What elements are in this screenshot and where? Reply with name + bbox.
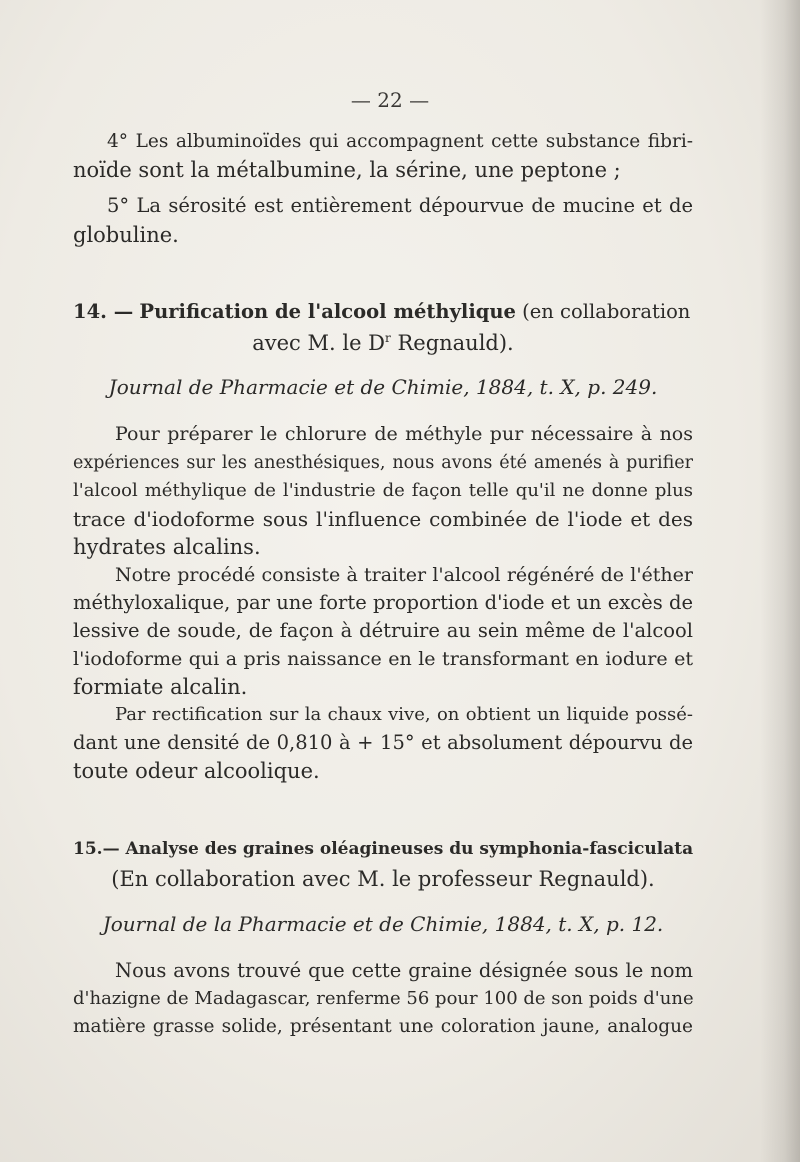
- section-15-collab: (En collaboration avec M. le professeur Regnauld).: [111, 867, 655, 891]
- intro-line-4: globuline.: [73, 223, 179, 247]
- s14-line-13: toute odeur alcoolique.: [73, 759, 320, 783]
- section-14-title: Purification de l'alcool méthylique: [139, 300, 516, 323]
- intro-line-2: noïde sont la métalbumine, la sérine, une peptone ;: [73, 158, 621, 182]
- s15-line-3: matière grasse solide, présentant une coloration jaune, analogue: [73, 1016, 693, 1037]
- s14-line-7: méthyloxalique, par une forte proportion d'iode et un excès de: [73, 591, 693, 614]
- s14-line-11: Par rectification sur la chaux vive, on obtient un liquide possé-: [115, 704, 693, 725]
- section-15-heading: 15.— Analyse des graines oléagineuses du symphonia-fasciculata: [73, 839, 694, 859]
- s14-line-10: formiate alcalin.: [73, 675, 248, 699]
- s14-line-8: lessive de soude, de façon à détruire au sein même de l'alcool: [73, 619, 693, 642]
- s14-line-1: Pour préparer le chlorure de méthyle pur nécessaire à nos: [115, 423, 693, 445]
- section-14-collab-sup: r: [385, 331, 391, 345]
- section-15-journal: Journal de la Pharmacie et de Chimie, 1884, t. X, p. 12.: [102, 912, 664, 936]
- section-14-collab-name: Regnauld).: [397, 331, 514, 355]
- intro-line-1: 4° Les albuminoïdes qui accompagnent cette substance fibri-: [107, 131, 693, 152]
- s14-line-6: Notre procédé consiste à traiter l'alcool régénéré de l'éther: [115, 564, 693, 586]
- section-14-journal: Journal de Pharmacie et de Chimie, 1884, t. X, p. 249.: [108, 375, 658, 399]
- section-14-heading: [73, 298, 693, 326]
- section-14-collab-line: [73, 329, 693, 357]
- s14-line-4: trace d'iodoforme sous l'influence combinée de l'iode et des: [73, 507, 693, 531]
- s14-line-12: dant une densité de 0,810 à + 15° et absolument dépourvu de: [73, 731, 693, 754]
- s15-line-2: d'hazigne de Madagascar, renferme 56 pour 100 de son poids d'une: [73, 988, 694, 1009]
- section-14-collab: (en collaboration: [522, 300, 691, 323]
- s15-line-1: Nous avons trouvé que cette graine désignée sous le nom: [115, 959, 693, 982]
- page-number: — 22 —: [350, 88, 430, 112]
- s14-line-2: expériences sur les anesthésiques, nous avons été amenés à purifier: [73, 453, 693, 473]
- section-14-number: 14. —: [73, 300, 134, 323]
- s14-line-5: hydrates alcalins.: [73, 535, 261, 559]
- intro-line-3: 5° La sérosité est entièrement dépourvue de mucine et de: [107, 194, 693, 217]
- s14-line-3: l'alcool méthylique de l'industrie de façon telle qu'il ne donne plus: [73, 480, 693, 501]
- s14-line-9: l'iodoforme qui a pris naissance en le transformant en iodure et: [73, 648, 693, 670]
- section-14-collab-line2: avec M. le D: [252, 331, 386, 355]
- page-edge-shadow: [760, 0, 800, 1162]
